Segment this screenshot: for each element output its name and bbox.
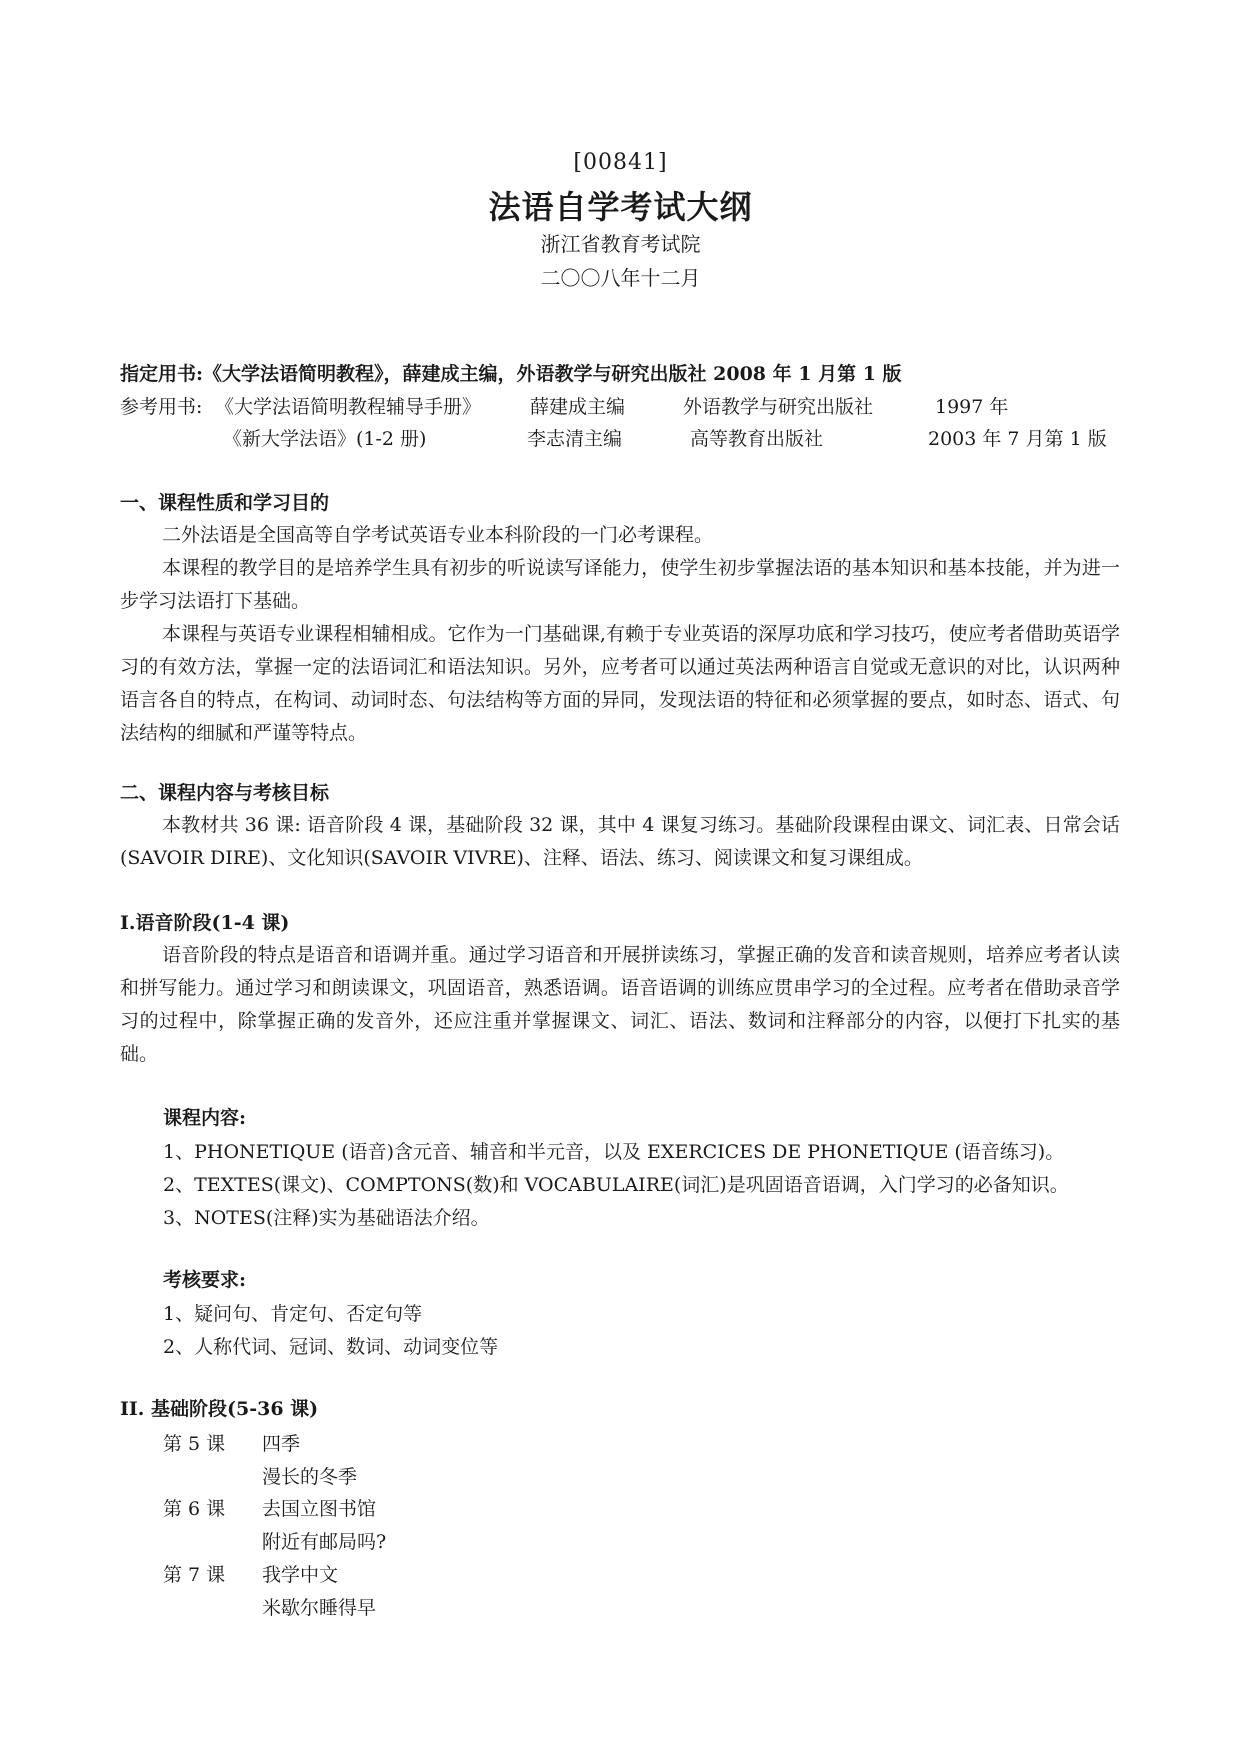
- reference-label: 参考用书:: [120, 396, 203, 418]
- paragraph: 语音阶段的特点是语音和语调并重。通过学习语音和开展拼读练习，掌握正确的发音和读音规则，培养应考者认读和拼写能力。通过学习和朗读课文，巩固语音，熟悉语调。语音语调的训练应贯串学习的全过程。应考者在借助录音学习的过程中，除掌握正确的发音外，还应注重并掌握课文、词汇、语法、数词和注释部分的内容，以便打下扎实的基础。: [120, 944, 1120, 1065]
- institution: 浙江省教育考试院: [540, 232, 701, 256]
- subsection-heading: I.语音阶段(1-4 课): [120, 912, 290, 934]
- lesson-number: 第 6 课: [163, 1498, 226, 1520]
- reference-editor: 李志清主编: [527, 428, 623, 450]
- requirements-heading: 考核要求:: [163, 1269, 247, 1291]
- lesson-title: 附近有邮局吗?: [262, 1531, 387, 1553]
- paragraph: 本课程的教学目的是培养学生具有初步的听说读写译能力，使学生初步掌握法语的基本知识和基本技能，并为进一步学习法语打下基础。: [120, 557, 1120, 612]
- section-heading: 二、课程内容与考核目标: [120, 782, 330, 804]
- reference-title: 《大学法语简明教程辅导手册》: [215, 396, 482, 418]
- reference-date: 1997 年: [935, 396, 1009, 418]
- paragraph: 本教材共 36 课: 语音阶段 4 课，基础阶段 32 课，其中 4 课复习练习。基础阶段课程由课文、词汇表、日常会话(SAVOIR DIRE)、文化知识(SAVOIR VIVRE)、注释、语法、练习、阅读课文和复习课组成。: [120, 814, 1120, 869]
- section-heading: 一、课程性质和学习目的: [120, 492, 330, 514]
- list-item: 1、疑问句、肯定句、否定句等: [163, 1303, 423, 1325]
- reference-date: 2003 年 7 月第 1 版: [928, 428, 1107, 450]
- lesson-title: 四季: [262, 1433, 301, 1455]
- reference-title: 《新大学法语》(1-2 册): [223, 428, 427, 450]
- reference-publisher: 高等教育出版社: [690, 428, 824, 450]
- reference-editor: 薛建成主编: [530, 396, 626, 418]
- course-code: [00841]: [573, 150, 668, 175]
- designated-textbook: 指定用书:《大学法语简明教程》，薛建成主编，外语教学与研究出版社 2008 年 1 月第 1 版: [120, 363, 902, 385]
- lesson-title: 去国立图书馆: [262, 1498, 377, 1520]
- lesson-title: 米歇尔睡得早: [262, 1597, 377, 1619]
- publish-date: 二〇〇八年十二月: [540, 266, 701, 290]
- list-item: 3、NOTES(注释)实为基础语法介绍。: [163, 1207, 490, 1229]
- lesson-title: 我学中文: [262, 1564, 339, 1586]
- list-item: 2、人称代词、冠词、数词、动词变位等: [163, 1336, 499, 1358]
- page-title: 法语自学考试大纲: [488, 188, 753, 226]
- subsection-heading: II. 基础阶段(5-36 课): [120, 1398, 319, 1420]
- paragraph: 二外法语是全国高等自学考试英语专业本科阶段的一门必考课程。: [162, 524, 714, 546]
- lesson-number: 第 7 课: [163, 1564, 226, 1586]
- lesson-title: 漫长的冬季: [262, 1466, 358, 1488]
- content-heading: 课程内容:: [163, 1107, 247, 1129]
- reference-publisher: 外语教学与研究出版社: [683, 396, 874, 418]
- list-item: 1、PHONETIQUE (语音)含元音、辅音和半元音，以及 EXERCICES DE PHONETIQUE (语音练习)。: [163, 1141, 1065, 1163]
- list-item: 2、TEXTES(课文)、COMPTONS(数)和 VOCABULAIRE(词汇)是巩固语音语调，入门学习的必备知识。: [163, 1174, 1069, 1196]
- paragraph: 本课程与英语专业课程相辅相成。它作为一门基础课,有赖于专业英语的深厚功底和学习技巧，使应考者借助英语学习的有效方法，掌握一定的法语词汇和语法知识。另外，应考者可以通过英法两种语言自觉或无意识的对比，认识两种语言各自的特点，在构词、动词时态、句法结构等方面的异同，发现法语的特征和必须掌握的要点，如时态、语式、句法结构的细腻和严谨等特点。: [120, 623, 1120, 744]
- lesson-number: 第 5 课: [163, 1433, 226, 1455]
